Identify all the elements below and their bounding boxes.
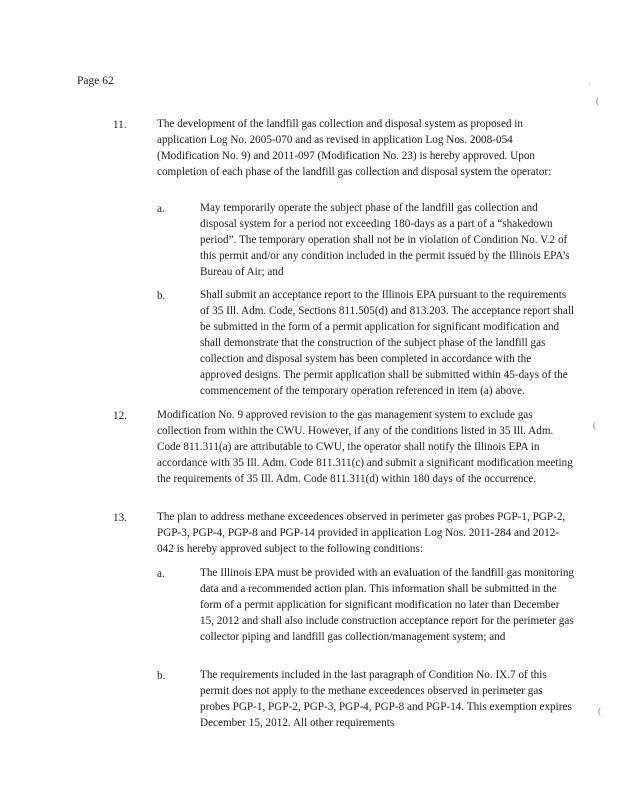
scan-artifact-mark: ( bbox=[598, 706, 601, 716]
condition-13-text: The plan to address methane exceedences observed in perimeter gas probes PGP-1, PGP-2, PGP-3, PGP-4, PGP-8 and PGP-14 provided in application Log Nos. 2011-284 and 2012-042 is hereby approved subject to the following conditions: bbox=[157, 511, 566, 555]
condition-11a-text: May temporarily operate the subject phase of the landfill gas collection and disposal system for a period not exceeding 180-days as a part of a “shakedown period”. The temporary operation shall not be in violation of Condition No. V.2 of this permit and/or any condition included in the permit issued by the Illinois EPA’s Bureau of Air; and bbox=[200, 202, 570, 278]
condition-11b-text: Shall submit an acceptance report to the Illinois EPA pursuant to the requirements of 35 Ill. Adm. Code, Sections 811.505(d) and 813.203. The acceptance report shall be submitted in the form of a permit application for significant modification and shall demonstrate that the construction of the subject phase of the landfill gas collection and disposal system has been completed in accordance with the approved designs. The permit application shall be submitted within 45-days of the commencement of the temporary operation referenced in item (a) above. bbox=[200, 289, 575, 397]
condition-12-number: 12. bbox=[113, 410, 127, 422]
condition-13a-letter: a. bbox=[157, 568, 165, 580]
condition-13-number: 13. bbox=[113, 512, 127, 524]
page-number: Page 62 bbox=[77, 75, 114, 87]
condition-13b-letter: b. bbox=[157, 670, 166, 682]
condition-13b-text: The requirements included in the last paragraph of Condition No. IX.7 of this permit does not apply to the methane exceedences observed in perimeter gas probes PGP-1, PGP-2, PGP-3, PGP-4, PGP-8 and PGP-14. This exemption expires December 15, 2012. All other requirements bbox=[200, 669, 572, 729]
scan-artifact-mark: ( bbox=[593, 420, 596, 430]
scan-artifact-mark: ( bbox=[596, 96, 599, 106]
condition-13a-text: The Illinois EPA must be provided with an evaluation of the landfill gas monitoring data and a recommended action plan. This information shall be submitted in the form of a permit application for significant modification no later than December 15, 2012 and shall also include construction acceptance report for the perimeter gas collector piping and landfill gas collection/management system; and bbox=[200, 567, 575, 643]
condition-11-number: 11. bbox=[113, 119, 127, 131]
condition-11b-letter: b. bbox=[157, 290, 166, 302]
condition-11a-letter: a. bbox=[157, 203, 165, 215]
condition-12-text: Modification No. 9 approved revision to the gas management system to exclude gas collection from within the CWU. However, if any of the conditions listed in 35 Ill. Adm. Code 811.311(a) are attributable to CWU, the operator shall notify the Illinois EPA in accordance with 35 Ill. Adm. Code 811.311(c) and submit a significant modification meeting the requirements of 35 Ill. Adm. Code 811.311(d) within 180 days of the occurrence. bbox=[157, 409, 573, 485]
condition-11-text: The development of the landfill gas collection and disposal system as proposed in application Log No. 2005-070 and as revised in application Log Nos. 2008-054 (Modification No. 9) and 2011-097 (Modification No. 23) is hereby approved. Upon completion of each phase of the landfill gas collection and disposal system the operator: bbox=[157, 118, 552, 178]
scan-artifact-mark: ˙ bbox=[588, 82, 591, 92]
